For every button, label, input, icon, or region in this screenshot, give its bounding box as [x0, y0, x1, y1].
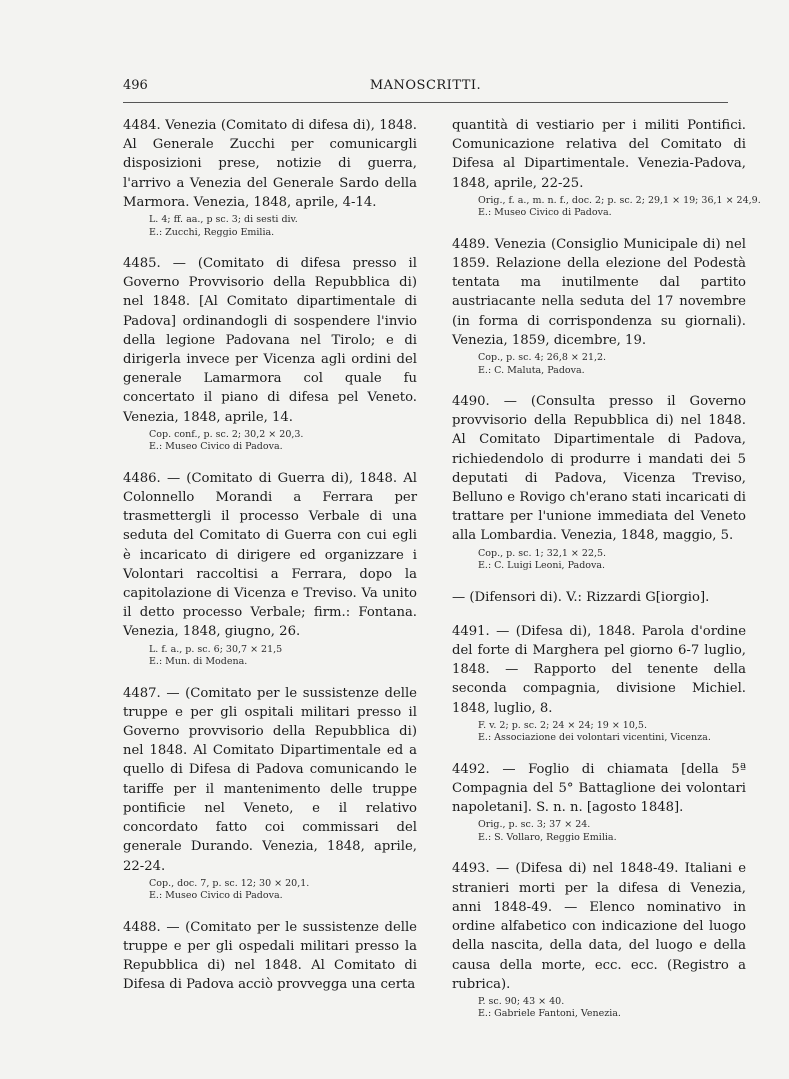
entry-text: 4490. — (Consulta presso il Governo provvisorio della Repubblica di) nel 1848. Al Comitato Dipartimentale di Padova, richiedendolo di produrre i mandati dei 5 deputati di Padova, Vicenza Treviso, Belluno e Rovigo ch'erano stati incaricati di trattare per l'unione immediata del Veneto alla Lombardia. Venezia, 1848, maggio, 5. — [452, 394, 746, 544]
entry-note-line: E.: Museo Civico di Padova. — [149, 890, 283, 902]
entry-note-line: E.: Museo Civico di Padova. — [478, 207, 612, 219]
catalog-entry — [123, 469, 417, 669]
header-rule — [123, 102, 728, 103]
entry-notes — [452, 996, 746, 1021]
catalog-entry — [452, 392, 746, 573]
entry-note-line: P. sc. 90; 43 × 40. — [478, 995, 565, 1007]
catalog-entry — [452, 760, 746, 845]
catalog-entry — [452, 235, 746, 377]
entry-note-line: Orig., f. a., m. n. f., doc. 2; p. sc. 2; 29,1 × 19; 36,1 × 24,9. — [478, 194, 761, 206]
catalog-entry — [123, 918, 417, 995]
entry-note-line: Cop. conf., p. sc. 2; 30,2 × 20,3. — [149, 428, 304, 440]
catalog-entry — [452, 859, 746, 1020]
entry-text: 4485. — (Comitato di difesa presso il Governo Provvisorio della Repubblica di) nel 1848. [Al Comitato dipartimentale di Padova] ordinandogli di sospendere l'invio della legione Padovana nel Tirolo; e di dirigerla invece per Vicenza agli ordini del generale Lamarmora col quale fu concertato il piano di difesa pel Veneto. Venezia, 1848, aprile, 14. — [123, 256, 417, 425]
entry-note-line: L. 4; ff. aa., p sc. 3; di sesti div. — [149, 214, 298, 226]
catalog-entry — [123, 684, 417, 903]
entry-notes — [452, 194, 761, 220]
entry-notes — [123, 429, 417, 454]
entry-notes — [123, 214, 417, 239]
entry-note-line: E.: Gabriele Fantoni, Venezia. — [478, 1008, 621, 1020]
entry-notes — [452, 352, 746, 377]
catalog-entry — [452, 588, 746, 607]
entry-text: 4488. — (Comitato per le sussistenze delle truppe e per gli ospedali militari presso la Repubblica di) nel 1848. Al Comitato di Difesa di Padova acciò provvegga una certa — [123, 919, 417, 993]
entry-note-line: E.: C. Maluta, Padova. — [478, 364, 585, 376]
catalog-entry — [123, 254, 417, 454]
entry-text: — (Difensori di). V.: Rizzardi G[iorgio]. — [452, 589, 710, 605]
entry-text: 4491. — (Difesa di), 1848. Parola d'ordine del forte di Marghera pel giorno 6-7 luglio, 1848. — Rapporto del tenente della seconda compagnia, divisione Michiel. 1848, luglio, 8. — [452, 623, 746, 716]
entry-note-line: E.: Museo Civico di Padova. — [149, 441, 283, 453]
catalog-entry — [452, 116, 761, 220]
entry-note-line: E.: Associazione dei volontari vicentini, Vicenza. — [478, 732, 711, 744]
entry-text: 4492. — Foglio di chiamata [della 5ª Compagnia del 5° Battaglione dei volontari napoletani]. S. n. n. [agosto 1848]. — [452, 761, 746, 816]
entry-text: 4486. — (Comitato di Guerra di), 1848. Al Colonnello Morandi a Ferrara per trasmettergli il processo Verbale di una seduta del Comitato di Guerra con cui egli è incaricato di dirigere ed organizzare i Volontari raccoltisi a Ferrara, dopo la capitolazione di Vicenza e Treviso. Va unito il detto processo Verbale; firm.: Fontana. Venezia, 1848, giugno, 26. — [123, 470, 417, 640]
entry-note-line: E.: Mun. di Modena. — [149, 656, 248, 668]
entry-note-line: Cop., p. sc. 1; 32,1 × 22,5. — [478, 547, 607, 559]
entry-note-line: Cop., doc. 7, p. sc. 12; 30 × 20,1. — [149, 877, 310, 889]
entry-text: 4487. — (Comitato per le sussistenze delle truppe e per gli ospitali militari presso il Governo provvisorio della Repubblica di) nel 1848. Al Comitato Dipartimentale ed a quello di Difesa di Padova comunicando le tariffe per il mantenimento delle truppe pontificie nel Veneto, e il relativo concordato fatto coi commissari del generale Durando. Venezia, 1848, aprile, 22-24. — [123, 685, 417, 874]
entry-text: quantità di vestiario per i militi Pontifici. Comunicazione relativa del Comitato di Difesa al Dipartimentale. Venezia-Padova, 1848, aprile, 22-25. — [452, 118, 746, 191]
entry-text: 4484. Venezia (Comitato di difesa di), 1848. Al Generale Zucchi per comunicargli disposizioni prese, notizie di guerra, l'arrivo a Venezia del Generale Sardo della Marmora. Venezia, 1848, aprile, 4-14. — [123, 118, 417, 210]
entry-note-line: L. f. a., p. sc. 6; 30,7 × 21,5 — [149, 643, 283, 655]
left-column — [123, 116, 417, 1010]
entry-notes — [452, 819, 746, 844]
entry-notes — [123, 878, 417, 903]
entry-notes — [123, 644, 417, 669]
entry-note-line: Cop., p. sc. 4; 26,8 × 21,2. — [478, 352, 607, 364]
entry-note-line: E.: S. Vollaro, Reggio Emilia. — [478, 831, 617, 843]
page-header — [123, 78, 728, 100]
running-title: MANOSCRITTI. — [369, 78, 482, 93]
right-column — [452, 116, 761, 1036]
entry-note-line: E.: C. Luigi Leoni, Padova. — [478, 560, 606, 572]
entry-note-line: E.: Zucchi, Reggio Emilia. — [149, 226, 275, 238]
entry-note-line: Orig., p. sc. 3; 37 × 24. — [478, 819, 591, 831]
catalog-entry — [452, 622, 746, 745]
page-number: 496 — [123, 78, 148, 93]
entry-notes — [452, 548, 746, 573]
entry-note-line: F. v. 2; p. sc. 2; 24 × 24; 19 × 10,5. — [478, 719, 647, 731]
entry-text: 4489. Venezia (Consiglio Municipale di) nel 1859. Relazione della elezione del Podestà tentata ma inutilmente dal partito austriacante nella seduta del 17 novembre (in forma di corrispondenza su giornali). Venezia, 1859, dicembre, 19. — [452, 236, 746, 348]
entry-text: 4493. — (Difesa di) nel 1848-49. Italiani e stranieri morti per la difesa di Venezia, anni 1848-49. — Elenco nominativo in ordine alfabetico con indicazione del luogo della nascita, della data, del luogo e della causa della morte, ecc. ecc. (Registro a rubrica). — [452, 861, 746, 992]
entry-notes — [452, 720, 746, 745]
catalog-entry — [123, 116, 417, 239]
